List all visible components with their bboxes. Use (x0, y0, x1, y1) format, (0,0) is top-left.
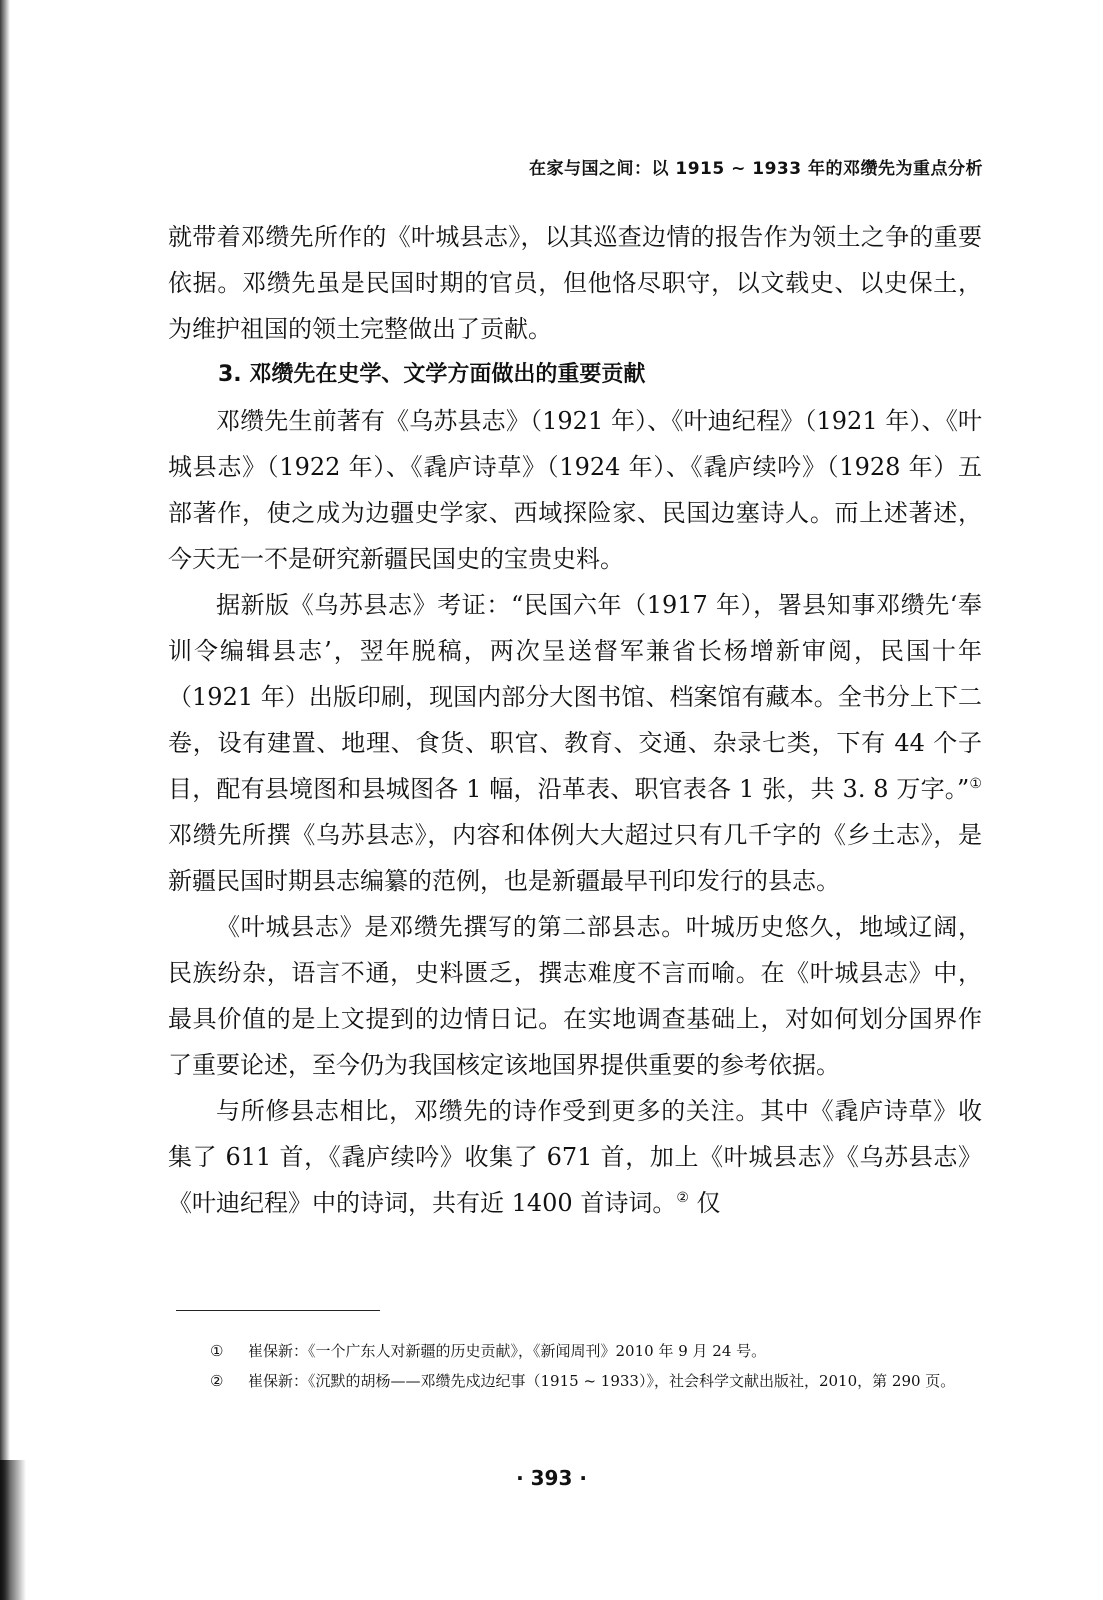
section-heading: 3. 邓缵先在史学、文学方面做出的重要贡献 (218, 362, 646, 387)
footnotes (210, 1336, 994, 1396)
footnote-text: 崔保新：《沉默的胡杨——邓缵先戍边纪事（1915 ~ 1933）》，社会科学文献出版社，2010，第 290 页。 (248, 1372, 956, 1390)
paragraph-3-text-b: 邓缵先所撰《乌苏县志》，内容和体例大大超过只有几千字的《乡土志》，是新疆民国时期县志编纂的范例，也是新疆最早刊印发行的县志。 (168, 821, 982, 895)
paragraph-3 (168, 582, 982, 904)
page-number: · 393 · (516, 1466, 587, 1490)
footnote-text: 崔保新：《一个广东人对新疆的历史贡献》，《新闻周刊》2010 年 9 月 24 号。 (248, 1342, 767, 1360)
footnote-ref-1: ① (969, 776, 982, 792)
footnote-item (210, 1366, 994, 1396)
footnote-item (210, 1336, 994, 1366)
paragraph-3-text-a: 据新版《乌苏县志》考证：“民国六年（1917 年），署县知事邓缵先‘奉训令编辑县志’，翌年脱稿，两次呈送督军兼省长杨增新审阅，民国十年（1921 年）出版印刷，现国内部分大图书馆、档案馆有藏本。全书分上下二卷，设有建置、地理、食货、职官、教育、交通、杂录七类，下有 44 个子目，配有县境图和县城图各 1 幅，沿革表、职官表各 1 张，共 3. 8 万字。” (168, 591, 982, 803)
paragraph-2: 邓缵先生前著有《乌苏县志》（1921 年）、《叶迪纪程》（1921 年）、《叶城县志》（1922 年）、《毳庐诗草》（1924 年）、《毳庐续吟》（1928 年）五部著作，使之成为边疆史学家、西域探险家、民国边塞诗人。而上述著述，今天无一不是研究新疆民国史的宝贵史料。 (168, 407, 982, 573)
paragraph-5-text-b: 仅 (688, 1189, 721, 1217)
footnote-marker: ① (210, 1342, 224, 1360)
paragraph-4: 《叶城县志》是邓缵先撰写的第二部县志。叶城历史悠久，地域辽阔，民族纷杂，语言不通，史料匮乏，撰志难度不言而喻。在《叶城县志》中，最具价值的是上文提到的边情日记。在实地调查基础上，对如何划分国界作了重要论述，至今仍为我国核定该地国界提供重要的参考依据。 (168, 913, 982, 1079)
body-text (168, 214, 982, 1226)
paragraph-5-text-a: 与所修县志相比，邓缵先的诗作受到更多的关注。其中《毳庐诗草》收集了 611 首，《毳庐续吟》收集了 671 首，加上《叶城县志》《乌苏县志》《叶迪纪程》中的诗词，共有近 1400 首诗词。 (168, 1097, 982, 1217)
paragraph-1: 就带着邓缵先所作的《叶城县志》，以其巡查边情的报告作为领土之争的重要依据。邓缵先虽是民国时期的官员，但他恪尽职守，以文载史、以史保土，为维护祖国的领土完整做出了贡献。 (168, 223, 982, 343)
footnote-ref-2: ② (676, 1190, 689, 1206)
running-header: 在家与国之间：以 1915 ~ 1933 年的邓缵先为重点分析 (528, 159, 983, 179)
footnote-marker: ② (210, 1372, 224, 1390)
scan-edge-shadow (0, 0, 10, 1600)
footnote-divider (176, 1310, 380, 1311)
paragraph-5 (168, 1088, 982, 1226)
